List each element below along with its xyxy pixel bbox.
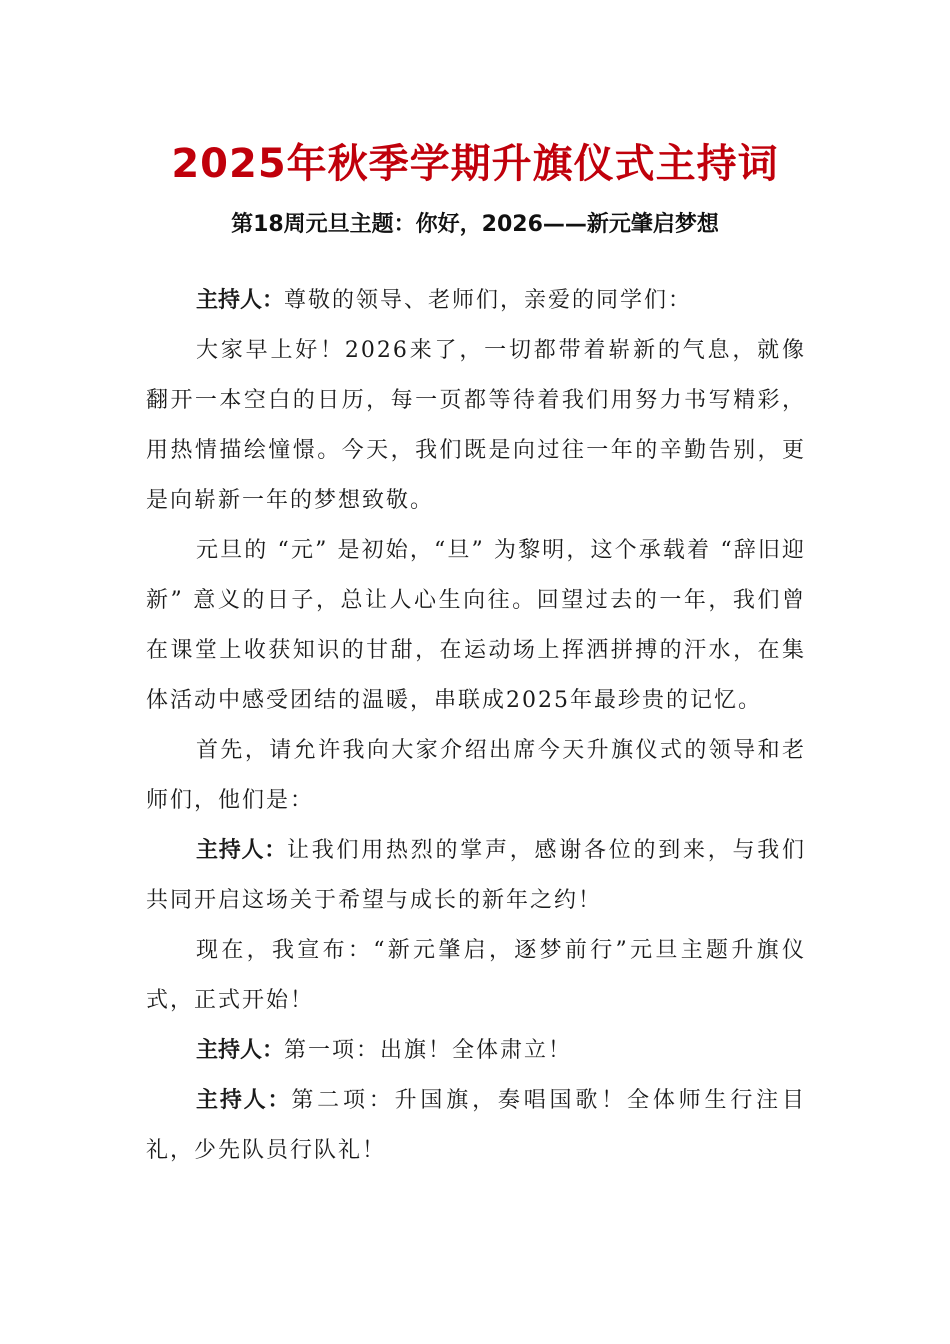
paragraph-text: 元旦的 “元” 是初始，“旦” 为黎明，这个承载着 “辞旧迎新” 意义的日子，总让人心生向往。回望过去的一年，我们曾在课堂上收获知识的甘甜，在运动场上挥洒拼搏的汗水，在集体活动中感受团结的温暖，串联成2025年最珍贵的记忆。 bbox=[146, 538, 806, 713]
paragraph-text: 第二项：升国旗，奏唱国歌！全体师生行注目礼，少先队员行队礼！ bbox=[146, 1088, 806, 1163]
paragraph bbox=[146, 826, 806, 926]
paragraph-text: 现在，我宣布：“新元肇启，逐梦前行”元旦主题升旗仪式，正式开始！ bbox=[146, 938, 806, 1013]
paragraph bbox=[146, 1076, 806, 1176]
paragraph bbox=[146, 276, 806, 326]
paragraph-text: 让我们用热烈的掌声，感谢各位的到来，与我们共同开启这场关于希望与成长的新年之约！ bbox=[146, 838, 806, 913]
speaker-label: 主持人： bbox=[196, 1088, 292, 1113]
paragraph bbox=[146, 326, 806, 526]
document-body bbox=[146, 276, 806, 1176]
document-subtitle: 第18周元旦主题：你好，2026——新元肇启梦想 bbox=[231, 212, 719, 237]
speaker-label: 主持人： bbox=[196, 1038, 285, 1063]
paragraph-text: 首先，请允许我向大家介绍出席今天升旗仪式的领导和老师们，他们是： bbox=[146, 738, 806, 813]
paragraph-text: 尊敬的领导、老师们，亲爱的同学们： bbox=[284, 288, 693, 313]
paragraph bbox=[146, 1026, 806, 1076]
paragraph-text: 第一项：出旗！全体肃立！ bbox=[284, 1038, 573, 1063]
document-title: 2025年秋季学期升旗仪式主持词 bbox=[171, 141, 779, 187]
paragraph bbox=[146, 926, 806, 1026]
paragraph-text: 大家早上好！2026来了，一切都带着崭新的气息，就像翻开一本空白的日历，每一页都等待着我们用努力书写精彩，用热情描绘憧憬。今天，我们既是向过往一年的辛勤告别，更是向崭新一年的梦想致敬。 bbox=[146, 338, 806, 513]
speaker-label: 主持人： bbox=[196, 838, 287, 863]
paragraph bbox=[146, 726, 806, 826]
paragraph bbox=[146, 526, 806, 726]
speaker-label: 主持人： bbox=[196, 288, 285, 313]
